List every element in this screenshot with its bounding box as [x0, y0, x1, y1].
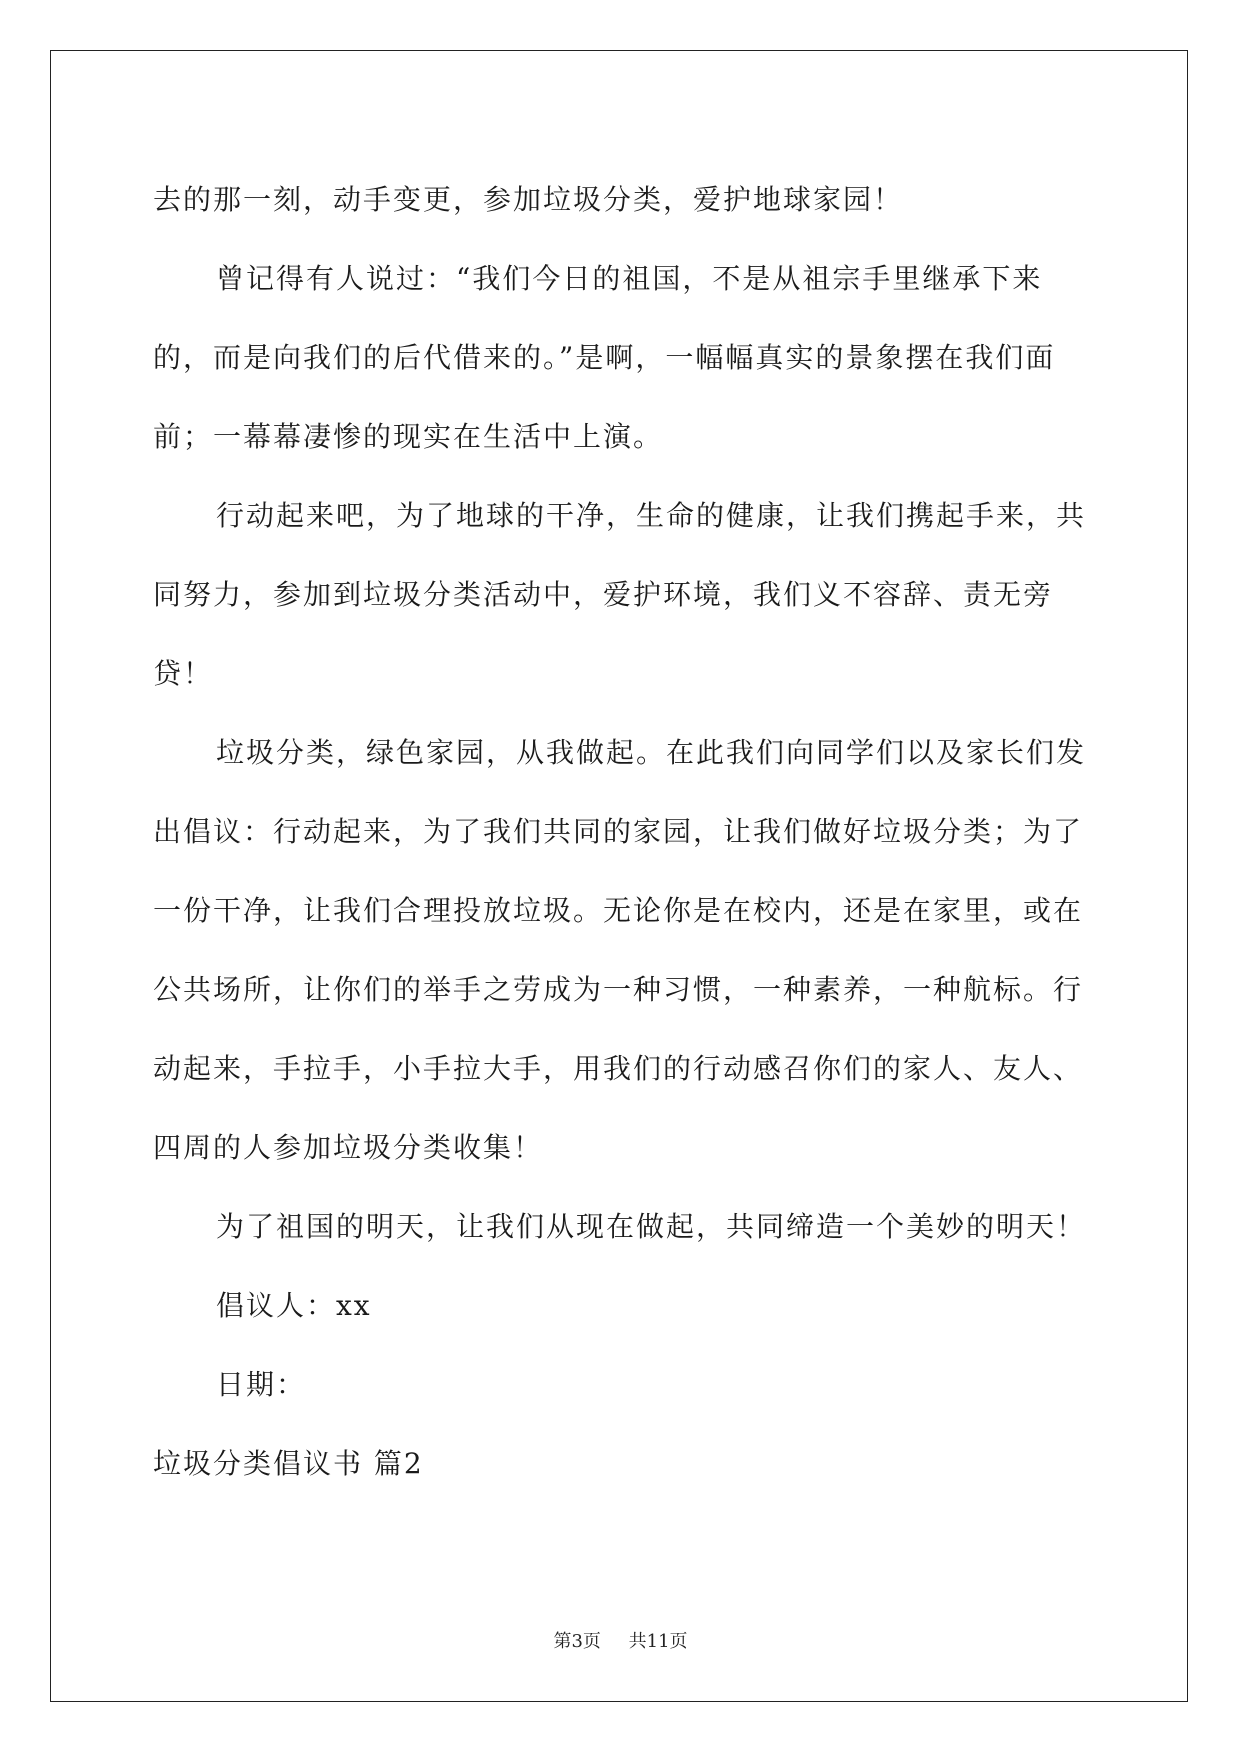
page-footer	[0, 1627, 1241, 1653]
signature-line: 倡议人：xx	[216, 1289, 372, 1322]
date-line: 日期：	[216, 1368, 307, 1401]
paragraph-call-to-action: 行动起来吧，为了地球的干净，生命的健康，让我们携起手来，共同努力，参加到垃圾分类活动中，爱护环境，我们义不容辞、责无旁贷！	[153, 499, 1087, 690]
paragraph-closing-line: 去的那一刻，动手变更，参加垃圾分类，爱护地球家园！	[153, 183, 904, 216]
paragraph-quote: 曾记得有人说过：“我们今日的祖国，不是从祖宗手里继承下来的，而是向我们的后代借来的。”是啊，一幅幅真实的景象摆在我们面前；一幕幕凄惨的现实在生活中上演。	[153, 262, 1056, 453]
paragraph-proposal: 垃圾分类，绿色家园，从我做起。在此我们向同学们以及家长们发出倡议：行动起来，为了我们共同的家园，让我们做好垃圾分类；为了一份干净，让我们合理投放垃圾。无论你是在校内，还是在家里，或在公共场所，让你们的举手之劳成为一种习惯，一种素养，一种航标。行动起来，手拉手，小手拉大手，用我们的行动感召你们的家人、友人、四周的人参加垃圾分类收集！	[153, 736, 1087, 1164]
page-number-total: 共11页	[628, 1631, 688, 1652]
paragraph-conclusion: 为了祖国的明天，让我们从现在做起，共同缔造一个美妙的明天！	[216, 1210, 1087, 1243]
document-body	[153, 160, 1098, 1503]
section-heading: 垃圾分类倡议书 篇2	[153, 1447, 424, 1480]
page-number-current: 第3页	[553, 1631, 601, 1652]
